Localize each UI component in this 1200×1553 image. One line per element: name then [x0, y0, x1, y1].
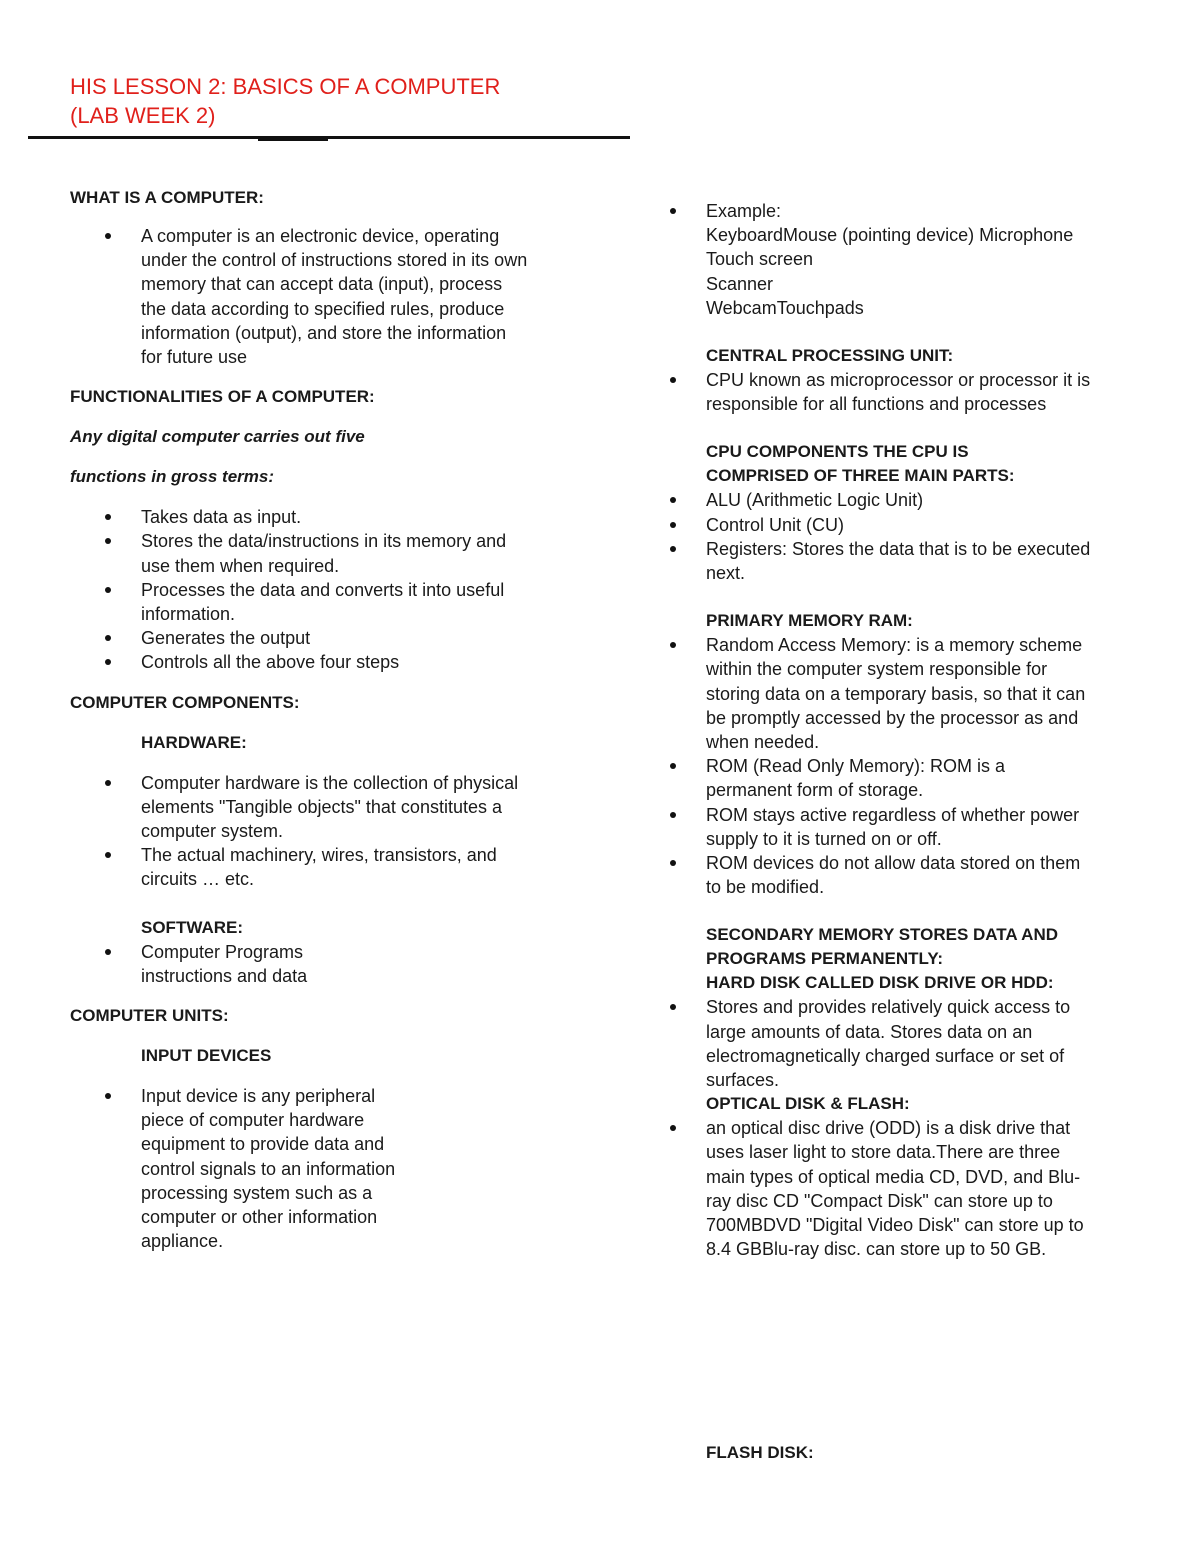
list-item: Generates the output [70, 626, 570, 650]
heading-cpu: CENTRAL PROCESSING UNIT: [706, 346, 954, 366]
heading-flash-disk: FLASH DISK: [706, 1443, 814, 1462]
list-item: an optical disc drive (ODD) is a disk drive that uses laser light to store data.There are three main types of optical media CD, DVD, and Blu- ray disc CD "Compact Disk" can store up to 700MBDVD "Digital Video Disk" can store up to 8.4 GBBlu-ray disc. can store up to 50 GB. [668, 1116, 1138, 1261]
cpu-list [668, 368, 1138, 416]
heading-secondary-memory-1: SECONDARY MEMORY STORES DATA AND [706, 925, 1058, 945]
heading-cpu-components-1: CPU COMPONENTS THE CPU IS [706, 442, 969, 462]
heading-hardware: HARDWARE: [141, 732, 247, 752]
ram-list [668, 633, 1138, 899]
input-list [70, 1084, 570, 1253]
heading-computer-components: COMPUTER COMPONENTS: [70, 692, 300, 712]
what-list [70, 224, 570, 369]
heading-functionalities: FUNCTIONALITIES OF A COMPUTER: [70, 387, 375, 407]
hdd-list [668, 995, 1138, 1092]
hardware-list [70, 771, 570, 892]
list-item: Controls all the above four steps [70, 650, 570, 674]
heading-primary-memory: PRIMARY MEMORY RAM: [706, 611, 913, 631]
list-item: Stores the data/instructions in its memory and use them when required. [70, 529, 570, 577]
software-list [70, 940, 570, 988]
list-item: Registers: Stores the data that is to be executed next. [668, 537, 1138, 585]
heading-computer-units: COMPUTER UNITS: [70, 1006, 229, 1026]
list-item: Stores and provides relatively quick access to large amounts of data. Stores data on an electromagnetically charged surface or set of surfaces. [668, 995, 1138, 1092]
left-column [70, 186, 570, 1253]
functions-intro-2: functions in gross terms: [70, 467, 275, 487]
list-item: Computer Programs instructions and data [70, 940, 570, 988]
heading-input-devices: INPUT DEVICES [141, 1046, 272, 1066]
list-item: Computer hardware is the collection of physical elements "Tangible objects" that constitutes a computer system. [70, 771, 570, 844]
heading-software: SOFTWARE: [141, 917, 243, 937]
list-item: A computer is an electronic device, operating under the control of instructions stored in its own memory that can accept data (input), process the data according to specified rules, produce information (output), and store the information for future use [70, 224, 570, 369]
functions-list [70, 505, 570, 674]
heading-hard-disk: HARD DISK CALLED DISK DRIVE OR HDD: [706, 973, 1054, 993]
title-line-1: HIS LESSON 2: BASICS OF A COMPUTER [70, 74, 501, 99]
list-item: ROM devices do not allow data stored on them to be modified. [668, 851, 1138, 899]
list-item: Input device is any peripheral piece of computer hardware equipment to provide data and control signals to an information processing system such as a computer or other information appliance. [70, 1084, 570, 1253]
list-item: ALU (Arithmetic Logic Unit) [668, 488, 1138, 512]
list-item: ROM (Read Only Memory): ROM is a permanent form of storage. [668, 754, 1138, 802]
list-item: Takes data as input. [70, 505, 570, 529]
document-title [70, 72, 630, 130]
list-item: Example: KeyboardMouse (pointing device) Microphone Touch screen Scanner WebcamTouchpads [668, 199, 1138, 320]
title-divider-accent [258, 139, 328, 141]
list-item: The actual machinery, wires, transistors, and circuits … etc. [70, 843, 570, 891]
list-item: ROM stays active regardless of whether power supply to it is turned on or off. [668, 803, 1138, 851]
heading-secondary-memory-2: PROGRAMS PERMANENTLY: [706, 949, 944, 969]
title-line-2: (LAB WEEK 2) [70, 103, 216, 128]
cpu-parts-list [668, 488, 1138, 585]
functions-intro-1: Any digital computer carries out five [70, 427, 365, 447]
title-divider [28, 136, 630, 139]
right-column [668, 199, 1138, 1262]
list-item: Random Access Memory: is a memory scheme within the computer system responsible for storing data on a temporary basis, so that it can be promptly accessed by the processor as and when needed. [668, 633, 1138, 754]
heading-what-is-computer: WHAT IS A COMPUTER: [70, 188, 264, 207]
list-item: Processes the data and converts it into useful information. [70, 578, 570, 626]
list-item: CPU known as microprocessor or processor it is responsible for all functions and processes [668, 368, 1138, 416]
heading-optical-disk: OPTICAL DISK & FLASH: [706, 1094, 910, 1114]
optical-list [668, 1116, 1138, 1261]
heading-cpu-components-2: COMPRISED OF THREE MAIN PARTS: [706, 466, 1015, 486]
example-list [668, 199, 1138, 320]
list-item: Control Unit (CU) [668, 513, 1138, 537]
